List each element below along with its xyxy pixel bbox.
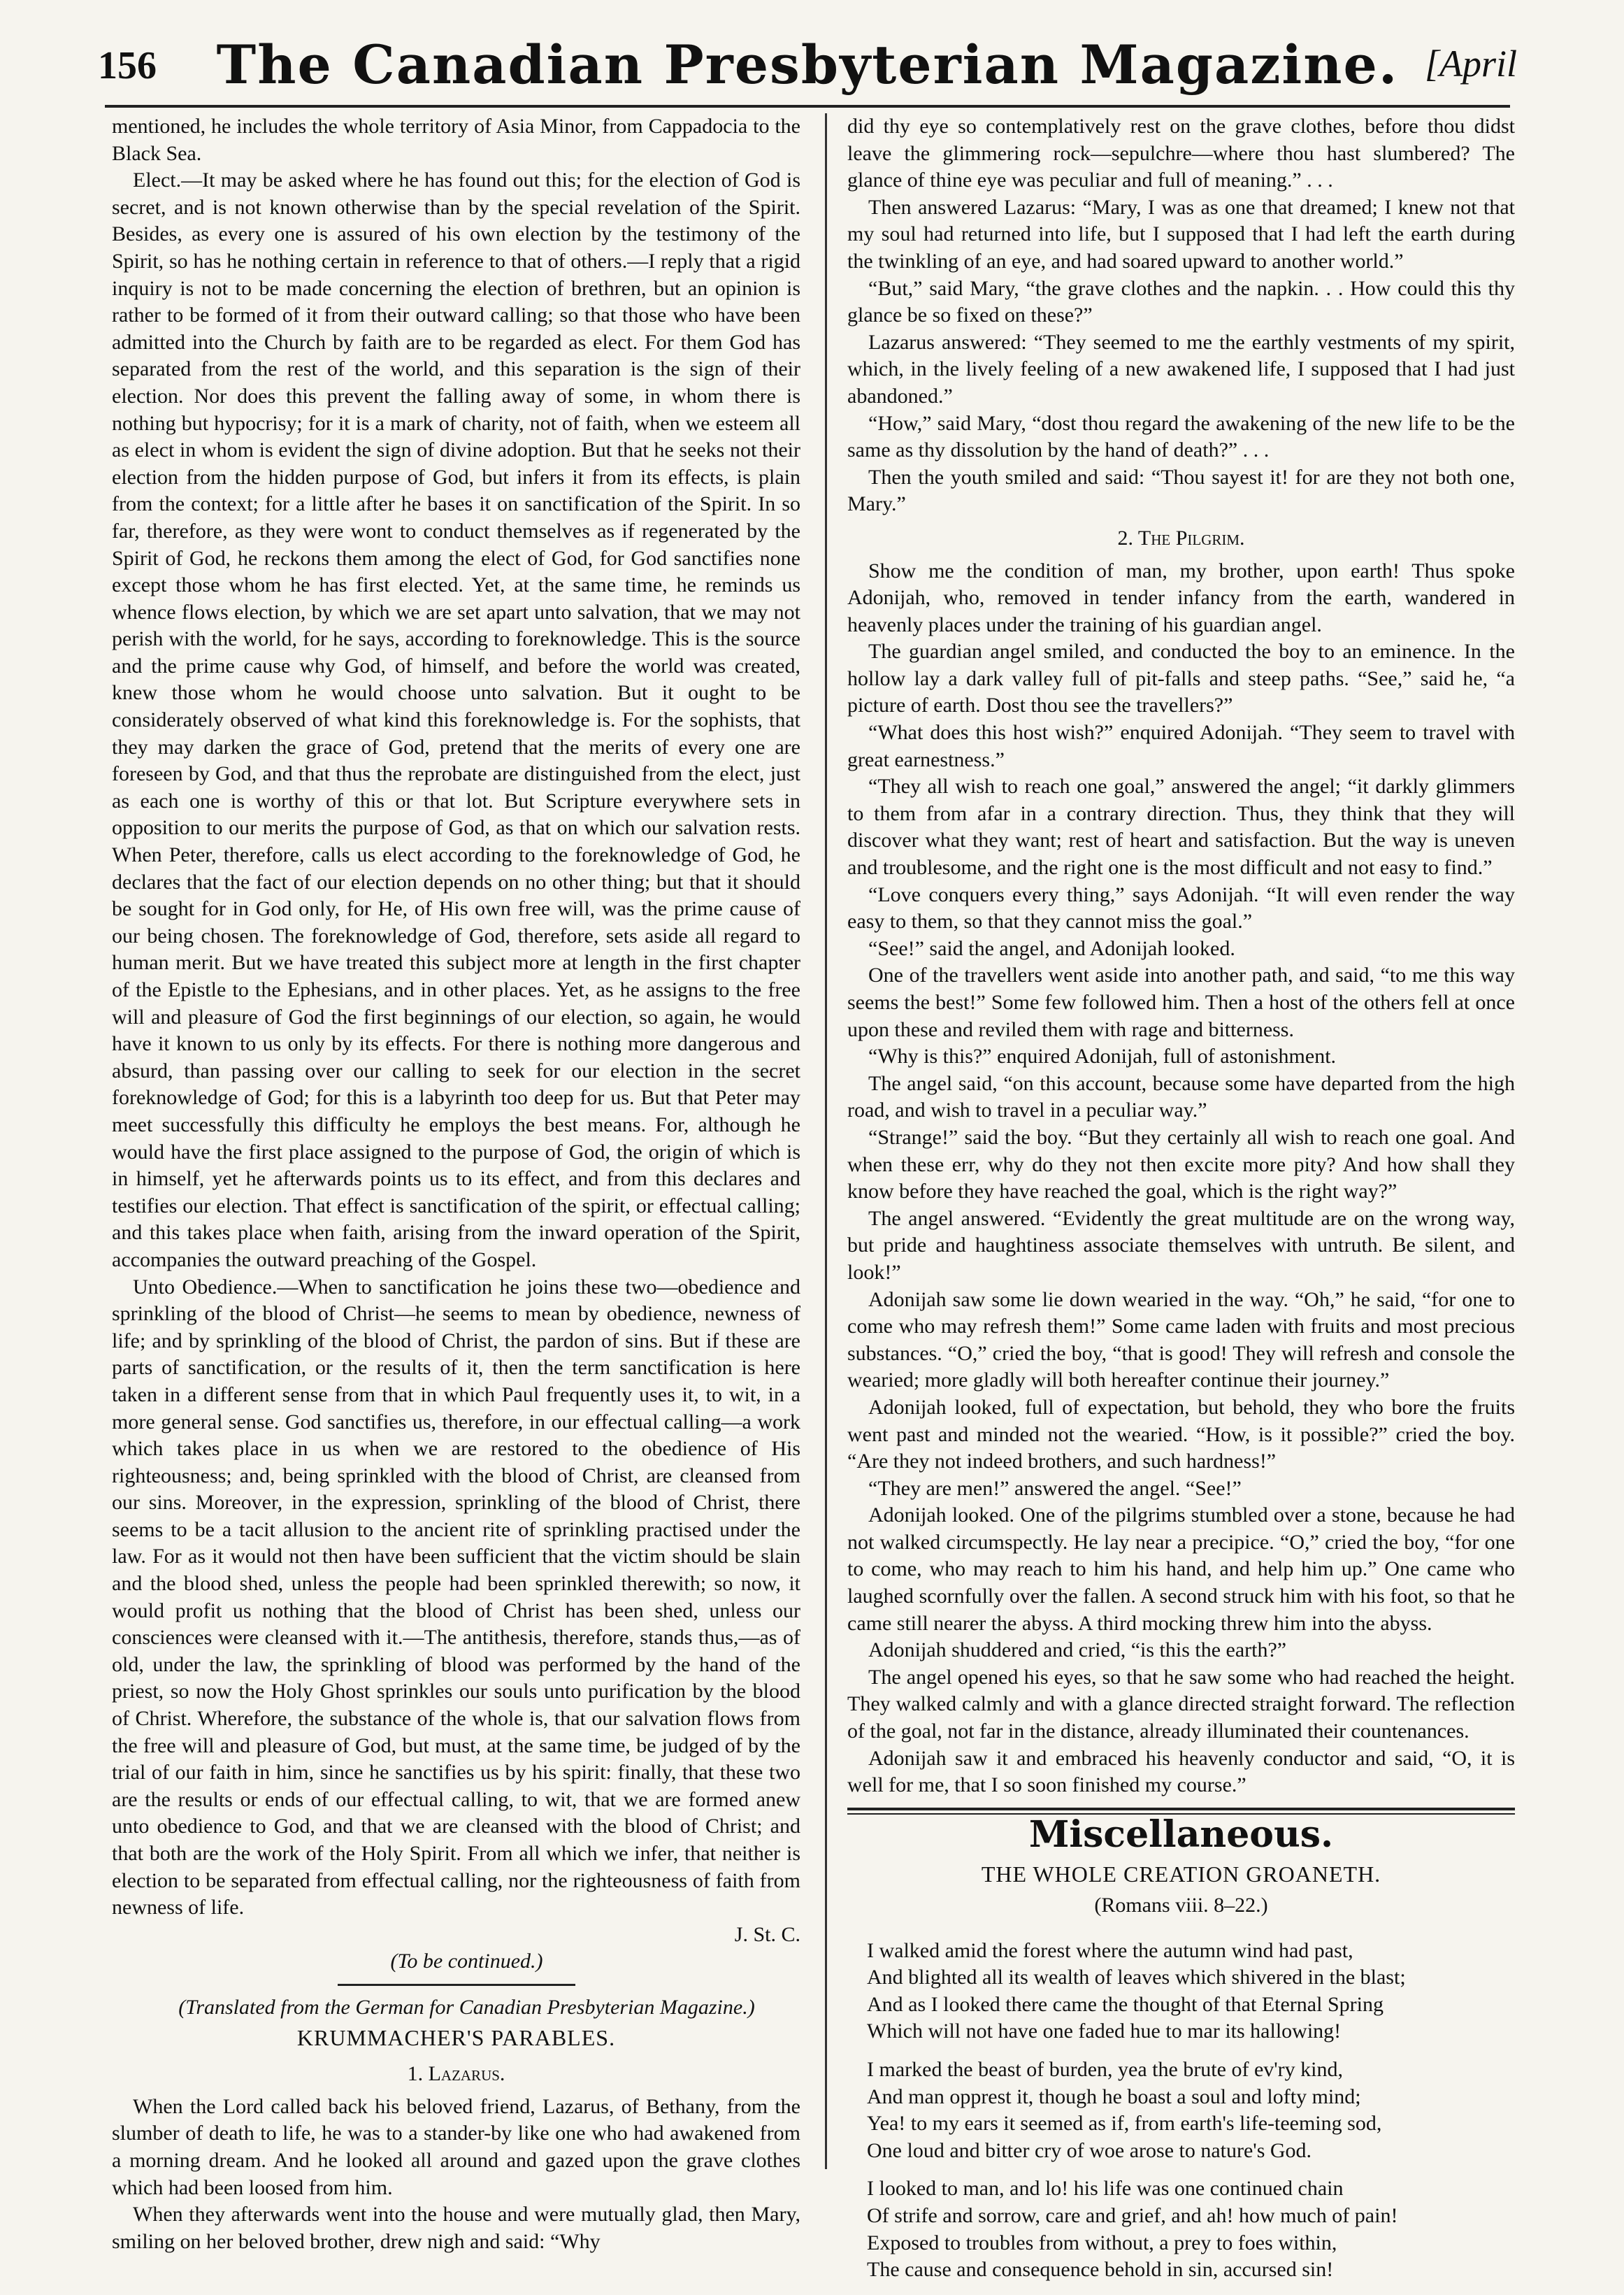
paragraph: Adonijah looked, full of expectation, but behold, they who bore the fruits went past and minded not the wearied. “How, is it possible?” cried the boy. “Are they not indeed brothers, and such hardness!” [847, 1395, 1515, 1473]
section-rule [338, 1984, 575, 1986]
paragraph: Adonijah shuddered and cried, “is this the earth?” [868, 1638, 1287, 1662]
parable-title: 1. Lazarus. [407, 2062, 505, 2086]
paragraph: did thy eye so contemplatively rest on the grave clothes, before thou didst leave the glimmering rock—sepulchre—where thou hast slumbered? The glance of thine eye was peculiar and full of meaning.” . . . [847, 115, 1515, 192]
poem-line: The cause and consequence behold in sin, accursed sin! [867, 2258, 1334, 2282]
paragraph: “They all wish to reach one goal,” answered the angel; “it darkly glimmers to them from afar in a contrary direction. Thus, they think that they will discover what they want; rest of heart and satisfaction. But the way is uneven and troublesome, and the right one is the most difficult and not easy to find.” [847, 775, 1515, 880]
paragraph: Show me the condition of man, my brother, upon earth! Thus spoke Adonijah, who, removed in tender infancy from the earth, wandered in heavenly places under the training of his guardian angel. [847, 559, 1515, 636]
poem-line: And as I looked there came the thought of that Eternal Spring [867, 1992, 1384, 2016]
poem-line: And blighted all its wealth of leaves which shivered in the blast; [867, 1966, 1406, 1989]
paragraph: The angel said, “on this account, because some have departed from the high road, and wish to travel in a peculiar way.” [847, 1071, 1515, 1122]
column-divider [825, 113, 827, 2169]
paragraph: mentioned, he includes the whole territory of Asia Minor, from Cappadocia to the Black Sea. [112, 115, 800, 165]
paragraph: Adonijah looked. One of the pilgrims stumbled over a stone, because he had not walked circumspectly. He lay near a precipice. “O,” cried the boy, “for one to come, who may reach to him his hand, and help him up.” One came who laughed scornfully over the fallen. A second struck him with his foot, so that he came still nearer the abyss. A third mocking threw him into the abyss. [847, 1503, 1515, 1635]
poem-stanza [867, 1938, 1515, 2045]
poem-line: And man opprest it, though he boast a soul and lofty mind; [867, 2085, 1361, 2108]
translation-note: (Translated from the German for Canadian Presbyterian Magazine.) [178, 1995, 755, 2019]
continued-note: (To be continued.) [390, 1950, 543, 1973]
paragraph: Adonijah saw it and embraced his heavenly conductor and said, “O, it is well for me, that I so soon finished my course.” [847, 1746, 1515, 1797]
paragraph-elect: Elect.—It may be asked where he has found out this; for the election of God is secret, and is not known otherwise than by the special revelation of the Spirit. Besides, as every one is assured of his own election by the testimony of the Spirit, so has he nothing certain in reference to that of others.—I reply that a rigid inquiry is not to be made concerning the election of brethren, but an opinion is rather to be formed of it from their outward calling; so that those who have been admitted into the Church by faith are to be regarded as elect. For them God has separated from the rest of the world, and this separation is the sign of their election. Nor does this prevent the falling away of some, in whom there is nothing but hypocrisy; for it is a mark of charity, not of faith, when we esteem all as elect in whom is evident the sign of divine adoption. But that he seeks not their election from the hidden purpose of God, but infers it from its effects, is plain from the context; for a little after he bases it on sanctification of the Spirit. In so far, therefore, as they were wont to conduct themselves as if regenerated by the Spirit of God, he reckons them among the elect of God, for God sanctifies none except those whom he has first elected. Yet, at the same time, he reminds us whence flows election, by which we are set apart unto salvation, that we may not perish with the world, for he says, according to foreknowledge. This is the source and the prime cause why God, of himself, and before the world was created, knew those whom he would choose unto salvation. But it ought to be considerately observed of what kind this foreknowledge is. For the sophists, that they may darken the grace of God, pretend that the merits of every one are foreseen by God, and that thus the reprobate are distinguished from the elect, just as each one is worthy of this or that lot. But Scripture everywhere sets in opposition to our merits the purpose of God, as that on which our salvation rests. When Peter, therefore, calls us elect according to the foreknowledge of God, he declares that the fact of our election depends on no other thing; but that it should be sought for in God only, for He, of His own free will, was the prime cause of our being chosen. The foreknowledge of God, therefore, sets aside all regard to human merit. But we have treated this subject more at length in the first chapter of the Epistle to the Ephesians, and in other places. Yet, as he assigns to the free will and pleasure of God the first beginnings of our election, so again, he would have it known to us only by its effects. For there is nothing more dangerous and absurd, than passing over our calling to seek for our election in the secret foreknowledge of God; for this is a labyrinth too deep for us. But that Peter may meet successfully this difficulty he employs the best means. For, although he would have the first place assigned to the purpose of God, the origin of which is in himself, yet he afterwards points us to its effect, and from this declares and testifies our election. That effect is sanctification of the spirit, or effectual calling; and this takes place when faith, arising from the inward operation of the Spirit, accompanies the outward preaching of the Gospel. [112, 169, 800, 1271]
paragraph: “But,” said Mary, “the grave clothes and the napkin. . . How could this thy glance be so fixed on these?” [847, 276, 1515, 327]
page-header [98, 28, 1517, 105]
paragraph: One of the travellers went aside into another path, and said, “to me this way seems the best!” Some few followed him. Then a host of the others fell at once upon these and reviled them with rage and bitterness. [847, 964, 1515, 1041]
paragraph: The guardian angel smiled, and conducted the boy to an eminence. In the hollow lay a dark valley full of pit-falls and steep paths. “See,” said he, “a picture of earth. Dost thou see the travellers?” [847, 640, 1515, 717]
paragraph: “How,” said Mary, “dost thou regard the awakening of the new life to be the same as thy dissolution by the hand of death?” . . . [847, 411, 1515, 462]
paragraph: Then answered Lazarus: “Mary, I was as one that dreamed; I knew not that my soul had returned into life, but I supposed that I had left the earth during the twinkling of an eye, and had soared upward to another world.” [847, 195, 1515, 273]
poem-line: Yea! to my ears it seemed as if, from earth's life-teeming sod, [867, 2112, 1382, 2136]
paragraph: “See!” said the angel, and Adonijah looked. [868, 936, 1235, 960]
paragraph: The angel answered. “Evidently the great multitude are on the wrong way, but pride and haughtiness associate themselves with untruth. Be silent, and look!” [847, 1206, 1515, 1284]
paragraph: “Strange!” said the boy. “But they certainly all wish to reach one goal. And when these err, why do they not then excite more pity? And how shall they know before they have reached the goal, which is the right way?” [847, 1125, 1515, 1203]
left-column [112, 113, 800, 2255]
paragraph: The angel opened his eyes, so that he saw some who had reached the height. They walked calmly and with a glance directed straight forward. The reflection of the goal, not far in the distance, already illuminated their countenances. [847, 1665, 1515, 1743]
parable-title: 2. The Pilgrim. [1117, 526, 1245, 550]
miscellaneous-heading: Miscellaneous. [1028, 1813, 1334, 1856]
issue-month: [April [1424, 43, 1517, 85]
poem-reference: (Romans viii. 8–22.) [1094, 1894, 1268, 1917]
poem-line: I marked the beast of burden, yea the brute of ev'ry kind, [867, 2057, 1343, 2081]
poem-line: Of strife and sorrow, care and grief, and ah! how much of pain! [867, 2203, 1398, 2227]
section-title: KRUMMACHER'S PARABLES. [296, 2024, 616, 2050]
header-rule [105, 105, 1510, 108]
paragraph: “Why is this?” enquired Adonijah, full of astonishment. [868, 1045, 1337, 1068]
poem-line: I walked amid the forest where the autumn wind had past, [867, 1938, 1353, 1962]
poem-line: I looked to man, and lo! his life was one continued chain [867, 2177, 1344, 2201]
paragraph: Lazarus answered: “They seemed to me the earthly vestments of my spirit, which, in the lively feeling of a new awakened life, I supposed that I had just abandoned.” [847, 330, 1515, 408]
poem-stanza [867, 2175, 1515, 2283]
poem-line: Exposed to troubles from without, a prey to foes within, [867, 2231, 1337, 2254]
paragraph: When they afterwards went into the house and were mutually glad, then Mary, smiling on her beloved brother, drew nigh and said: “Why [112, 2203, 800, 2253]
paragraph: “What does this host wish?” enquired Adonijah. “They seem to travel with great earnestness.” [847, 721, 1515, 771]
paragraph: When the Lord called back his beloved friend, Lazarus, of Bethany, from the slumber of death to life, he was to a stander-by like one who had awakened from a morning dream. And he looked all around and gazed upon the grave clothes which had been loosed from him. [112, 2094, 800, 2199]
masthead-title: The Canadian Presbyterian Magazine. [216, 34, 1399, 96]
poem-stanza [867, 2057, 1515, 2164]
paragraph: “Love conquers every thing,” says Adonijah. “It will even render the way easy to them, so that they cannot miss the goal.” [847, 882, 1515, 934]
paragraph-obedience: Unto Obedience.—When to sanctification he joins these two—obedience and sprinkling of the blood of Christ—he seems to mean by obedience, newness of life; and by sprinkling of the blood of Christ, the pardon of sins. But if these are parts of sanctification, or the results of it, then the term sanctification is here taken in a different sense from that in which Paul frequently uses it, to wit, in a more general sense. God sanctifies us, therefore, in our effectual calling—a work which takes place in us when we are restored to the obedience of His righteousness; and, being sprinkled with the blood of Christ, are cleansed from our sins. Moreover, in the expression, sprinkling of the blood of Christ, there seems to be a tacit allusion to the ancient rite of sprinkling practised under the law. For as it would not then have been sufficient that the victim should be slain and the blood shed, unless the people had been sprinkled therewith; so now, it would profit us nothing that the blood of Christ has been shed, unless our consciences were cleansed with it.—The antithesis, therefore, stands thus,—as of old, under the law, the sprinkling of blood was performed by the hand of the priest, so now the Holy Ghost sprinkles our souls unto purification by the blood of Christ. Wherefore, the substance of the whole is, that our salvation flows from the free will and pleasure of God, but must, at the same time, be judged of by the trial of our faith in him, since he sanctifies us by his spirit: finally, that these two are the results or ends of our effectual calling, to wit, that we are formed anew unto obedience to God, and that we are cleansed with the blood of Christ; and that both are the work of the Holy Spirit. From all which we infer, that neither is election to be separated from effectual calling, nor the righteousness of faith from newness of life. [112, 1275, 800, 1919]
paragraph: Adonijah saw some lie down wearied in the way. “Oh,” he said, “for one to come who may refresh them!” Some came laden with fruits and most precious substances. “O,” cried the boy, “that is good! They will refresh and console the wearied; more gladly will both hereafter continue their journey.” [847, 1287, 1515, 1392]
right-column [847, 113, 1515, 2295]
page-number: 156 [98, 44, 157, 87]
author-signature: J. St. C. [734, 1922, 800, 1946]
paragraph: “They are men!” answered the angel. “See!” [868, 1476, 1242, 1500]
misc-rule-top [847, 1808, 1515, 1810]
paragraph: Then the youth smiled and said: “Thou sayest it! for are they not both one, Mary.” [847, 465, 1515, 516]
poem-line: Which will not have one faded hue to mar its hallowing! [867, 2019, 1342, 2043]
poem-title: THE WHOLE CREATION GROANETH. [981, 1861, 1381, 1887]
poem-line: One loud and bitter cry of woe arose to nature's God. [867, 2138, 1312, 2162]
